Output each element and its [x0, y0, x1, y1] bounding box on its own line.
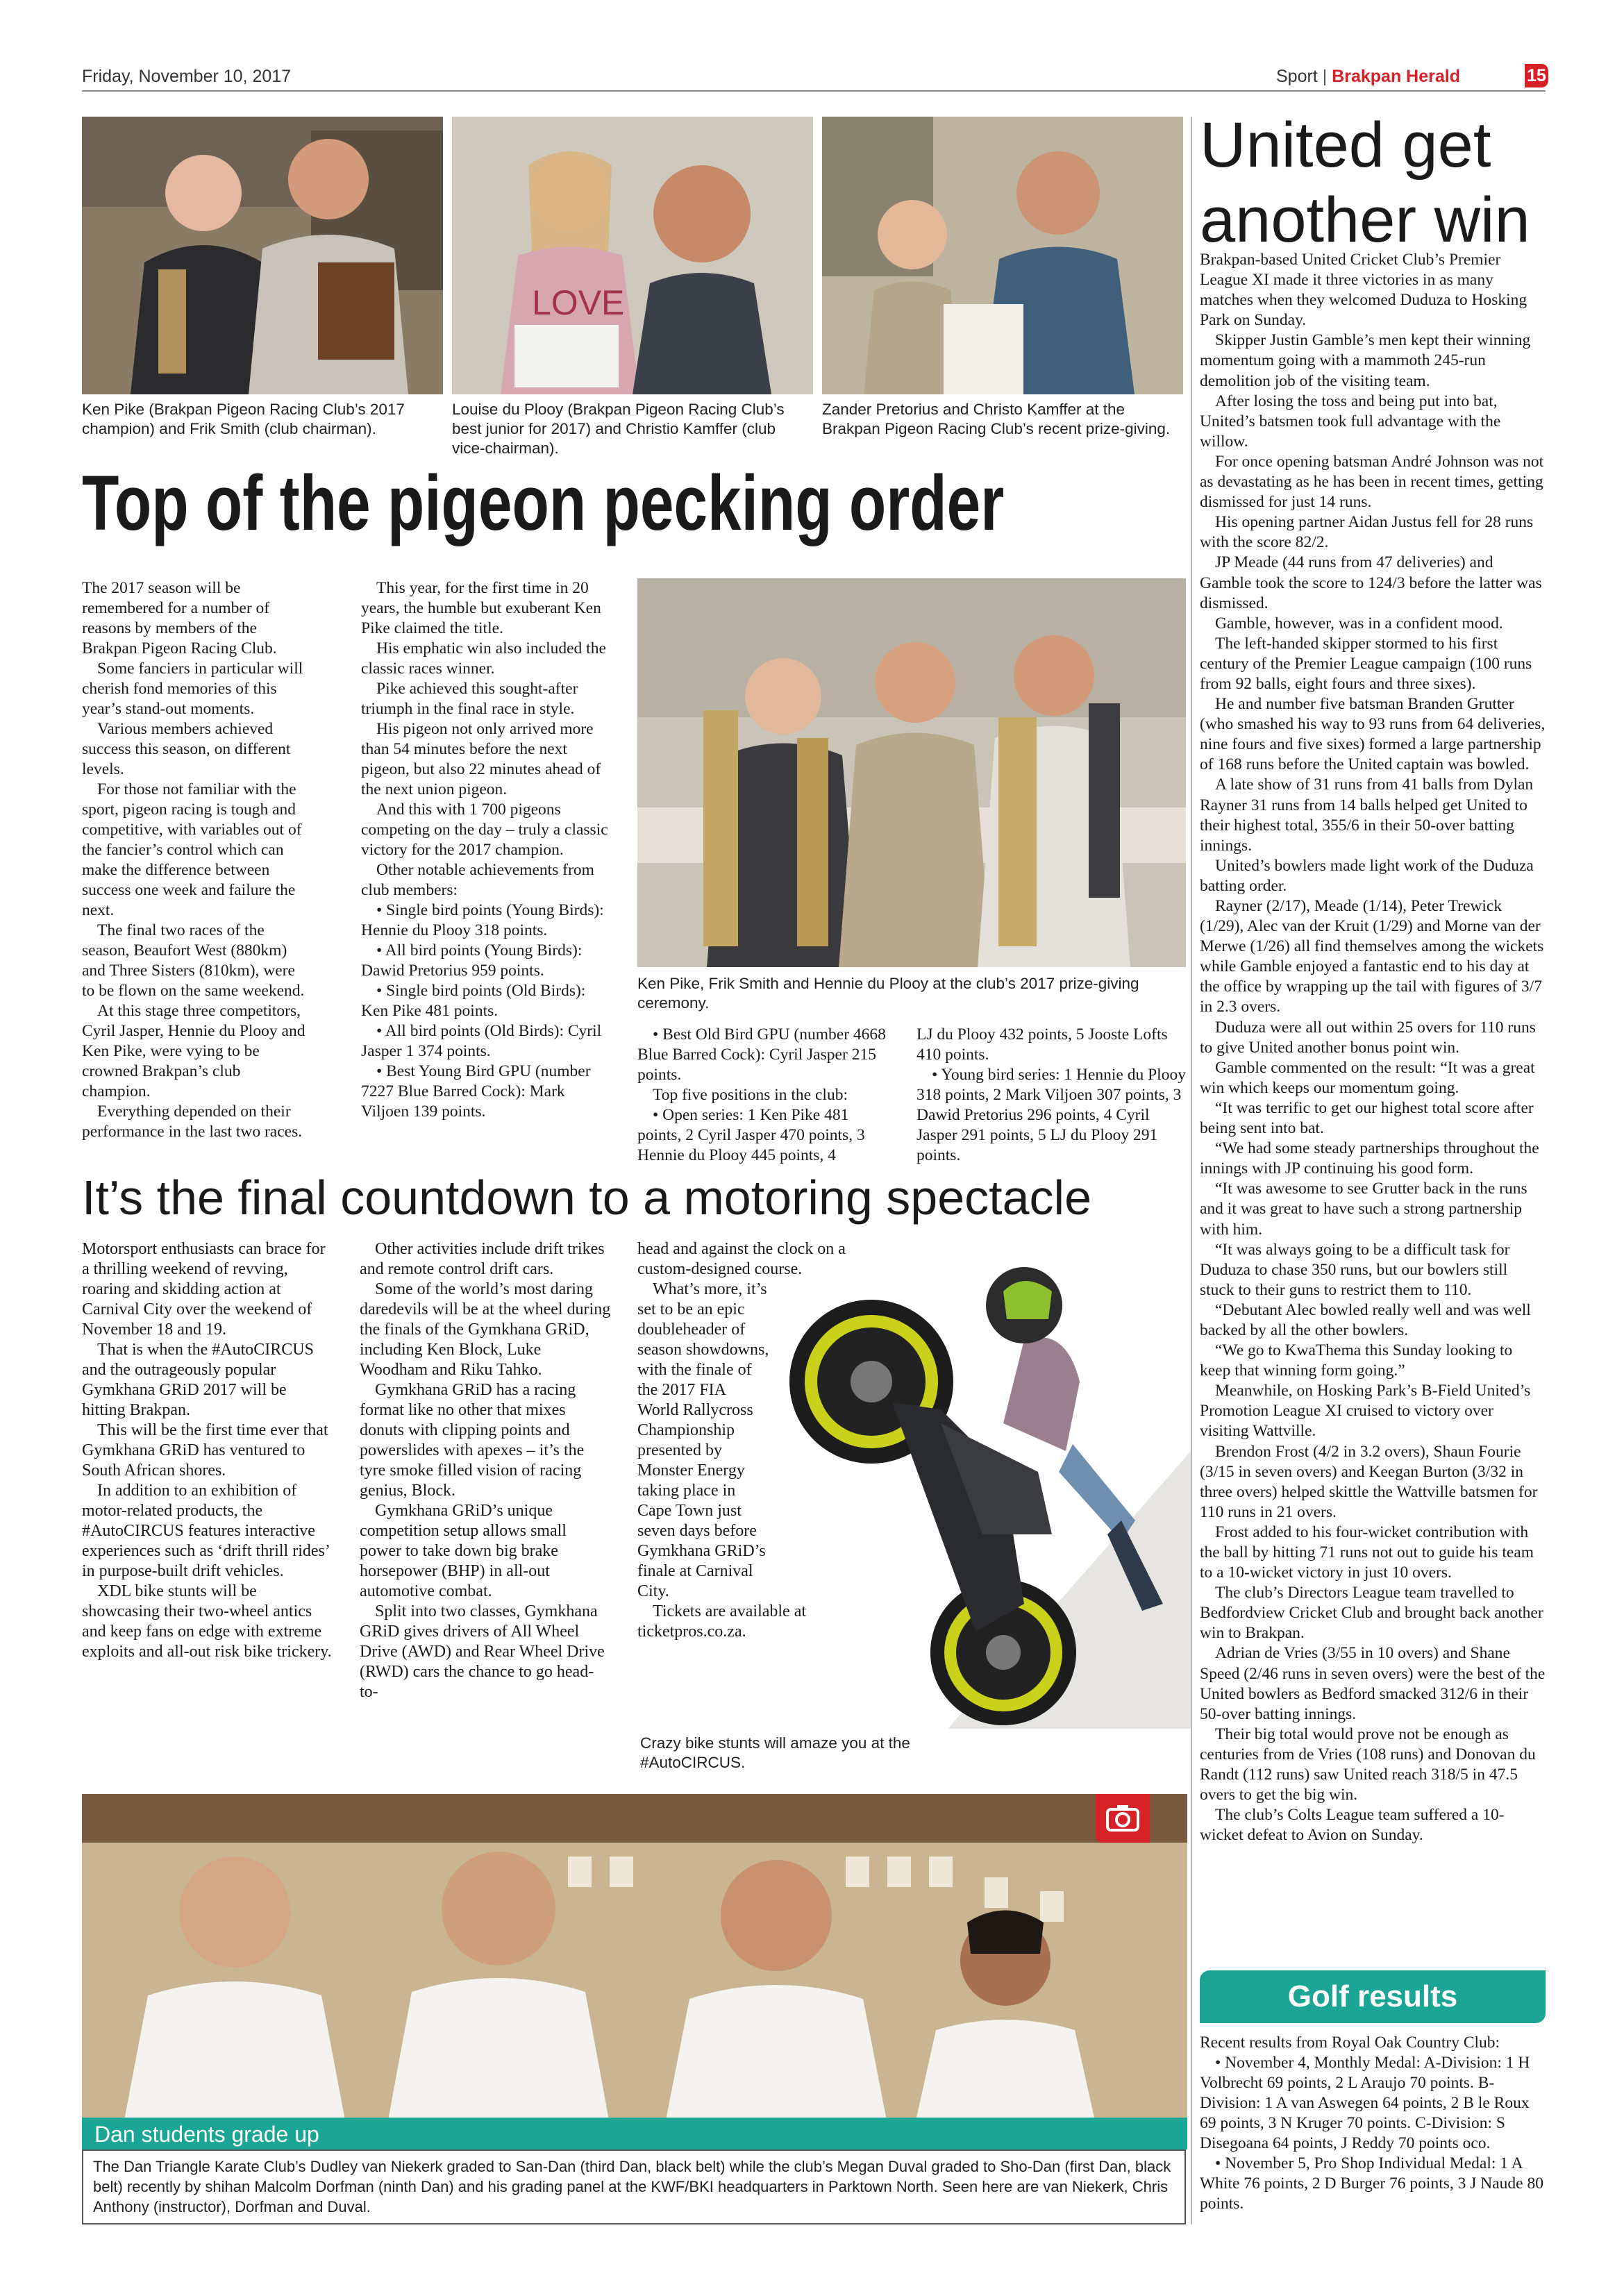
header-date: Friday, November 10, 2017 [82, 67, 292, 86]
cricket-p25: Their big total would prove not be enough as centuries from de Vries (108 runs) and Donovan du Randt (112 runs) saw United reach 318/5 in 47.5 overs to get the big win. [1200, 1725, 1536, 1804]
cricket-p20: Meanwhile, on Hosking Park’s B-Field United’s Promotion League XI cruised to victory over visiting Wattville. [1200, 1382, 1531, 1441]
cricket-p17: “It was always going to be a difficult task for Duduza to chase 350 runs, but our bowlers still stuck to their guns to restrict them to 110. [1200, 1240, 1510, 1299]
motor-c2-p4: Split into two classes, Gymkhana GRiD gives drivers of All Wheel Drive (AWD) and Rear Wheel Drive (RWD) cars the chance to go head-to- [360, 1602, 605, 1701]
cricket-p19: “We go to KwaThema this Sunday looking to keep that winning form going.” [1200, 1341, 1513, 1380]
cricket-p24: Adrian de Vries (3/55 in 10 overs) and Shane Speed (2/46 runs in seven overs) were the best of the United bowlers as Bedford smacked 312/6 in their 50-over batting innings. [1200, 1644, 1546, 1723]
photo-pretorius-kamffer [822, 117, 1183, 394]
cricket-p1: Skipper Justin Gamble’s men kept their winning momentum going with a mammoth 245-run demolition job of the visiting team. [1200, 331, 1531, 390]
caption-pretorius-kamffer: Zander Pretorius and Christo Kamffer at the Brakpan Pigeon Racing Club’s recent prize-giving. [822, 401, 1171, 437]
cricket-p11: Rayner (2/17), Meade (1/14), Peter Trewick (1/29), Alec van der Kruit (1/29) and Morne van der Merwe (1/26) all find themselves among the wickets while Gamble enjoyed a fantastic end to his day at the office by wrapping up the tail with figures of 3/7 in 2.3 overs. [1200, 897, 1544, 1016]
cricket-body [1200, 250, 1546, 1845]
pigeon-c1-p5: At this stage three competitors, Cyril Jasper, Hennie du Plooy and Ken Pike, were vying to be crowned Brakpan’s club champion. [82, 1002, 305, 1100]
cricket-p7: The left-handed skipper stormed to his first century of the Premier League campaign (100 runs from 92 balls, eight fours and three sixes). [1200, 634, 1532, 693]
camera-icon [1096, 1794, 1150, 1843]
motor-c1-p0: Motorsport enthusiasts can brace for a thrilling weekend of revving, roaring and skidding action at Carnival City over the weekend of November 18 and 19. [82, 1240, 326, 1339]
karate-caption-box [82, 2150, 1186, 2224]
caption-trophy-ceremony: Ken Pike, Frik Smith and Hennie du Plooy at the club’s 2017 prize-giving ceremony. [637, 975, 1139, 1012]
pigeon-col4 [916, 1025, 1187, 1166]
pigeon-c2-p9: • All bird points (Old Birds): Cyril Jasper 1 374 points. [361, 1022, 602, 1060]
cricket-p26: The club’s Colts League team suffered a 10-wicket defeat to Avion on Sunday. [1200, 1806, 1505, 1845]
cricket-p9: A late show of 31 runs from 41 balls from Dylan Rayner 31 runs from 14 balls helped get United to their highest total, 355/6 in their 50-over batting innings. [1200, 776, 1534, 855]
pigeon-c2-p2: Pike achieved this sought-after triumph in the final race in style. [361, 680, 578, 718]
pigeon-c2-p7: • All bird points (Young Birds): Dawid Pretorius 959 points. [361, 941, 583, 980]
cricket-p21: Brendon Frost (4/2 in 3.2 overs), Shaun Fourie (3/15 in seven overs) and Keegan Burton (3/32 in three overs) helped skittle the Wattville batsmen for 110 runs in 21 overs. [1200, 1442, 1538, 1521]
page-number: 15 [1527, 66, 1546, 85]
caption-bike-stunt: Crazy bike stunts will amaze you at the #AutoCIRCUS. [640, 1734, 910, 1771]
header-section [1276, 67, 1460, 87]
cricket-headline: United get another win [1200, 110, 1530, 255]
golf-title: Golf results [1287, 1979, 1458, 2013]
svg-text:LOVE: LOVE [532, 283, 625, 322]
pigeon-c1-p2: Various members achieved success this season, on different levels. [82, 720, 291, 778]
golf-title-bar [1200, 1970, 1546, 2023]
photo-trophy-ceremony [637, 578, 1186, 967]
pigeon-col1 [82, 578, 311, 1142]
pigeon-c2-p0: This year, for the first time in 20 years, the humble but exuberant Ken Pike claimed the title. [361, 579, 601, 637]
cricket-p8: He and number five batsman Branden Grutter (who smashed his way to 93 runs from 64 deliveries, nine fours and five sixes) formed a large partnership of 168 runs before the United captain was bowled. [1200, 695, 1546, 774]
motor-col1 [82, 1239, 333, 1662]
cricket-p5: JP Meade (44 runs from 47 deliveries) and Gamble took the score to 124/3 before the latter was dismissed. [1200, 553, 1542, 612]
cricket-p22: Frost added to his four-wicket contribution with the ball by hitting 71 runs not out to guide his team to a 10-wicket victory in just 10 overs. [1200, 1523, 1534, 1582]
cricket-p12: Duduza were all out within 25 overs for 110 runs to give United another bonus point win. [1200, 1018, 1536, 1057]
pigeon-c1-p0: The 2017 season will be remembered for a number of reasons by members of the Brakpan Pigeon Racing Club. [82, 579, 277, 657]
motor-c1-p3: In addition to an exhibition of motor-related products, the #AutoCIRCUS features interactive experiences such as ‘drift thrill rides’ in purpose-built drift vehicles. [82, 1482, 330, 1580]
cricket-p15: “We had some steady partnerships throughout the innings with JP continuing his good form. [1200, 1139, 1539, 1178]
caption-duplooy-kamffer: Louise du Plooy (Brakpan Pigeon Racing Club’s best junior for 2017) and Christio Kamffer (club vice-chairman). [452, 401, 785, 457]
karate-caption: The Dan Triangle Karate Club’s Dudley van Niekerk graded to San-Dan (third Dan, black belt) while the club’s Megan Duval graded to Sho-Dan (first Dan, black belt) recently by shihan Malcolm Dorfman (ninth Dan) and his grading panel at the KWF/BKI headquarters in Parktown North. Seen here are van Niekerk, Chris Anthony (instructor), Dorfman and Duval. [93, 2158, 1171, 2215]
motor-c2-p0: Other activities include drift trikes and remote control drift cars. [360, 1240, 605, 1278]
cricket-p2: After losing the toss and being put into bat, United’s batsmen took full advantage with the willow. [1200, 392, 1501, 451]
motor-c2-p2: Gymkhana GRiD has a racing format like no other that mixes donuts with clipping points and powerslides with apexes – it’s the tyre smoke filled vision of racing genius, Block. [360, 1381, 585, 1500]
cricket-p0: Brakpan-based United Cricket Club’s Premier League XI made it three victories in as many matches when they welcomed Duduza to Hosking Park on Sunday. [1200, 251, 1527, 330]
caption-pike-smith: Ken Pike (Brakpan Pigeon Racing Club’s 2017 champion) and Frik Smith (club chairman). [82, 401, 405, 437]
pigeon-c2-p3: His pigeon not only arrived more than 54 minutes before the next pigeon, but also 22 minutes ahead of the next union pigeon. [361, 720, 601, 798]
motor-c1-p1: That is when the #AutoCIRCUS and the outrageously popular Gymkhana GRiD 2017 will be hitting Brakpan. [82, 1341, 314, 1419]
golf-p2: • November 5, Pro Shop Individual Medal: 1 A White 76 points, 2 D Burger 76 points, 3 J Naude 80 points. [1200, 2154, 1543, 2213]
pigeon-c1-p1: Some fanciers in particular will cherish fond memories of this year’s stand-out moments. [82, 660, 303, 718]
cricket-p10: United’s bowlers made light work of the Duduza batting order. [1200, 856, 1534, 895]
cricket-p3: For once opening batsman André Johnson was not as devastating as he has been in recent times, getting dismissed for just 14 runs. [1200, 452, 1544, 512]
pigeon-c1-p6: Everything depended on their performance in the last two races. [82, 1103, 303, 1141]
pigeon-col2 [361, 578, 617, 1122]
motor-c2-p3: Gymkhana GRiD’s unique competition setup allows small power to take down big brake horsepower (BHP) in all-out automotive combat. [360, 1502, 567, 1600]
pigeon-c1-p3: For those not familiar with the sport, pigeon racing is tough and competitive, with variables out of the fancier’s control which can make the difference between success one week and failure the next. [82, 780, 302, 919]
pigeon-c4-p0: LJ du Plooy 432 points, 5 Jooste Lofts 410 points. [916, 1025, 1168, 1064]
pigeon-c4-p1: • Young bird series: 1 Hennie du Plooy 318 points, 2 Mark Viljoen 307 points, 3 Dawid Pretorius 296 points, 4 Cyril Jasper 291 points, 5 LJ du Plooy 291 points. [916, 1066, 1186, 1164]
pigeon-c1-p4: The final two races of the season, Beaufort West (880km) and Three Sisters (810km), were to be flown on the same weekend. [82, 921, 305, 1000]
header-rule [82, 90, 1546, 92]
header-divider: | [1322, 67, 1328, 86]
motor-col2 [360, 1239, 611, 1702]
karate-label: Dan students grade up [94, 2122, 319, 2147]
cricket-p18: “Debutant Alec bowled really well and was well backed by all the other bowlers. [1200, 1300, 1531, 1339]
motor-c3-p2: Tickets are available at ticketpros.co.za. [637, 1602, 807, 1641]
photo-pike-smith [82, 117, 443, 394]
brand-name: Brakpan Herald [1332, 67, 1460, 86]
cricket-p14: “It was terrific to get our highest total score after being sent into bat. [1200, 1098, 1534, 1138]
page-number-badge [1525, 64, 1548, 87]
motor-headline: It’s the final countdown to a motoring spectacle [82, 1171, 1092, 1225]
cricket-p6: Gamble, however, was in a confident mood. [1215, 614, 1503, 632]
motor-c2-p1: Some of the world’s most daring daredevils will be at the wheel during the finals of the Gymkhana GRiD, including Ken Block, Luke Woodham and Riku Tahko. [360, 1280, 611, 1379]
golf-p0: Recent results from Royal Oak Country Club: [1200, 2034, 1500, 2052]
motor-c3-p0: head and against the clock on a custom-designed course. [637, 1240, 846, 1278]
motor-c3-p1: What’s more, it’s set to be an epic doubleheader of season showdowns, with the finale of the 2017 FIA World Rallycross Championship presented by Monster Energy taking place in Cape Town just seven days before Gymkhana GRiD’s finale at Carnival City. [637, 1280, 769, 1600]
motor-c1-p4: XDL bike stunts will be showcasing their two-wheel antics and keep fans on edge with extreme exploits and all-out risk bike trickery. [82, 1582, 332, 1661]
motor-c1-p2: This will be the first time ever that Gymkhana GRiD has ventured to South African shores. [82, 1421, 328, 1480]
cricket-p16: “It was awesome to see Grutter back in the runs and it was great to have such a strong partnership with him. [1200, 1180, 1527, 1239]
pigeon-col3 [637, 1025, 894, 1166]
photo-duplooy-kamffer [452, 117, 813, 394]
pigeon-c2-p1: His emphatic win also included the classic races winner. [361, 639, 606, 678]
pigeon-c3-p0: • Best Old Bird GPU (number 4668 Blue Barred Cock): Cyril Jasper 215 points. [637, 1025, 886, 1084]
pigeon-c2-p4: And this with 1 700 pigeons competing on the day – truly a classic victory for the 2017 champion. [361, 801, 608, 859]
photo-karate-grading [82, 1794, 1187, 2124]
cricket-p23: The club’s Directors League team travelled to Bedfordview Cricket Club and brought back another win to Brakpan. [1200, 1584, 1543, 1643]
column-divider [1191, 117, 1192, 2224]
pigeon-c3-p2: • Open series: 1 Ken Pike 481 points, 2 Cyril Jasper 470 points, 3 Hennie du Plooy 445 points, 4 [637, 1106, 865, 1164]
cricket-p13: Gamble commented on the result: “It was a great win which keeps our momentum going. [1200, 1058, 1535, 1097]
pigeon-c2-p6: • Single bird points (Young Birds): Hennie du Plooy 318 points. [361, 901, 604, 939]
pigeon-c2-p8: • Single bird points (Old Birds): Ken Pike 481 points. [361, 982, 586, 1020]
pigeon-headline: Top of the pigeon pecking order [82, 460, 1005, 546]
pigeon-c2-p5: Other notable achievements from club members: [361, 861, 594, 899]
section-label: Sport [1276, 67, 1318, 86]
pigeon-c2-p10: • Best Young Bird GPU (number 7227 Blue Barred Cock): Mark Viljoen 139 points. [361, 1062, 591, 1121]
cricket-p4: His opening partner Aidan Justus fell for 28 runs with the score 82/2. [1200, 513, 1534, 552]
golf-p1: • November 4, Monthly Medal: A-Division: 1 H Volbrecht 69 points, 2 L Araujo 70 points. B-Division: 1 A van Aswegen 64 points, 2 B le Roux 69 points, 3 N Kruger 70 points. C-Division: S Disegoana 64 points, J Reddy 70 points oco. [1200, 2054, 1530, 2152]
golf-body [1200, 2033, 1546, 2214]
photo-bike-stunt [774, 1243, 1191, 1729]
karate-label-bar [82, 2118, 1187, 2150]
pigeon-c3-p1: Top five positions in the club: [653, 1086, 848, 1104]
